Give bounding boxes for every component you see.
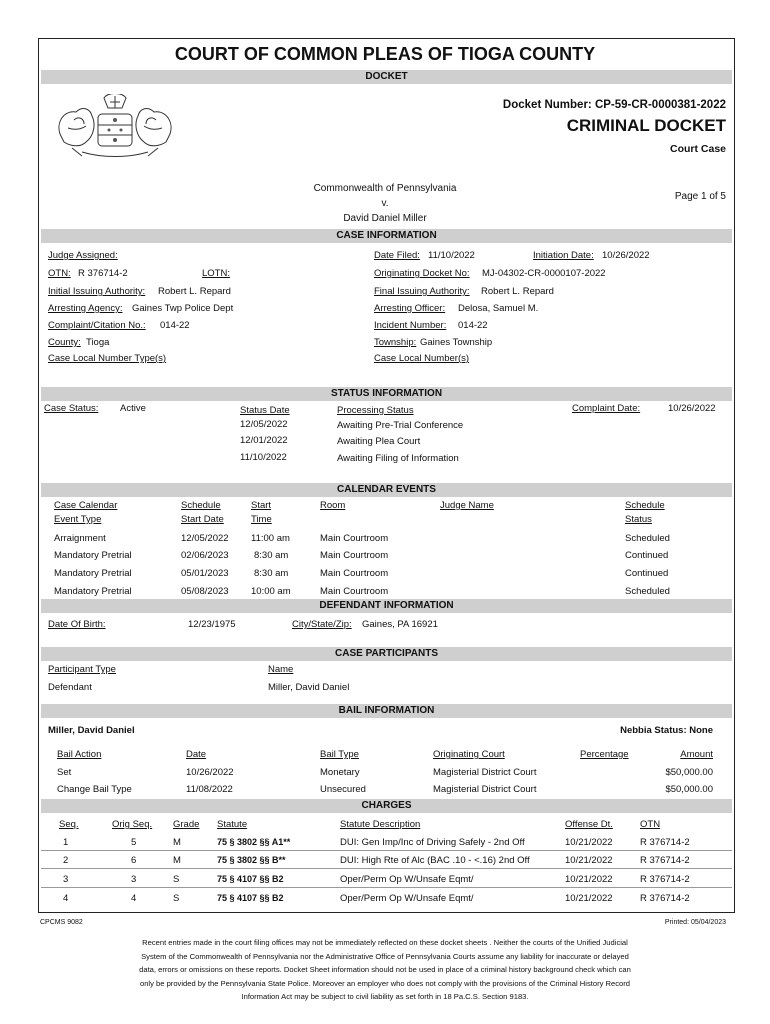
bail-header-date: Date — [186, 749, 207, 760]
status-row-status: Awaiting Plea Court — [337, 436, 421, 447]
calendar-row-room: Main Courtroom — [320, 568, 389, 579]
incident-number-value: 014-22 — [458, 320, 488, 331]
charges-header-seq: Seq. — [59, 819, 79, 830]
disclaimer-line: only be provided by the Pennsylvania State Police. Moreover an employer who does not comply with the provisions of the Criminal History Record — [139, 978, 631, 988]
case-status-label: Case Status: — [44, 403, 99, 414]
calendar-row-time: 10:00 am — [251, 586, 291, 597]
pennsylvania-seal-icon — [52, 94, 178, 160]
docket-type: CRIMINAL DOCKET — [566, 116, 726, 135]
charge-row-statute: 75 § 4107 §§ B2 — [217, 893, 284, 903]
calendar-row-time: 11:00 am — [251, 533, 290, 544]
calendar-header-type: Event Type — [54, 514, 102, 525]
disclaimer-line: Information Act may be subject to civil liability as set forth in 18 Pa.C.S. Section 9183. — [241, 992, 529, 1001]
docket-number: Docket Number: CP-59-CR-0000381-2022 — [502, 99, 726, 111]
calendar-row-type: Mandatory Pretrial — [54, 568, 132, 579]
status-date-header: Status Date — [240, 405, 290, 416]
charge-row-seq: 3 — [63, 874, 69, 885]
charge-row-statute: 75 § 3802 §§ B** — [217, 855, 286, 865]
bail-row-type: Unsecured — [320, 784, 366, 795]
charge-row-grade: M — [173, 855, 181, 866]
calendar-header-schedule: Schedule — [181, 500, 221, 511]
calendar-header-room: Room — [320, 500, 346, 511]
judge-assigned-label: Judge Assigned: — [48, 250, 118, 261]
charge-row-orig-seq: 5 — [131, 837, 137, 848]
bail-row-type: Monetary — [320, 767, 360, 778]
dob-label: Date Of Birth: — [48, 619, 106, 630]
bail-row-action: Set — [57, 767, 72, 778]
status-row-date: 12/01/2022 — [240, 435, 288, 446]
page-indicator: Page 1 of 5 — [674, 191, 726, 202]
calendar-row-room: Main Courtroom — [320, 586, 389, 597]
arresting-agency-label: Arresting Agency: — [48, 303, 123, 314]
originating-docket-value: MJ-04302-CR-0000107-2022 — [482, 268, 606, 279]
charges-header-otn: OTN — [640, 819, 661, 830]
case-local-number-type-label: Case Local Number Type(s) — [48, 353, 167, 364]
calendar-header-start: Time — [251, 514, 272, 525]
charge-row-otn: R 376714-2 — [640, 837, 690, 848]
disclaimer-line: Recent entries made in the court filing offices may not be immediately reflected on these docket sheets . Neither the courts of the Unified Judicial — [142, 938, 628, 947]
calendar-header-start: Start — [251, 500, 272, 511]
charges-header-orig-seq: Orig Seq. — [112, 819, 153, 830]
township-value: Gaines Township — [420, 337, 493, 348]
charge-row-seq: 2 — [63, 855, 69, 866]
bail-header-type: Bail Type — [320, 749, 359, 760]
charge-row-statute: 75 § 4107 §§ B2 — [217, 874, 284, 884]
charge-row-grade: S — [173, 874, 180, 885]
county-label: County: — [48, 337, 81, 348]
status-row-date: 11/10/2022 — [240, 452, 287, 463]
row-divider — [41, 850, 732, 851]
bail-row-court: Magisterial District Court — [433, 767, 537, 778]
calendar-row-room: Main Courtroom — [320, 550, 389, 561]
charge-row-description: DUI: High Rte of Alc (BAC .10 - <.16) 2nd Off — [340, 855, 530, 866]
calendar-row-status: Scheduled — [625, 533, 670, 544]
calendar-header-schedule: Start Date — [181, 514, 224, 525]
calendar-events-bar: CALENDAR EVENTS — [41, 483, 732, 497]
calendar-row-time: 8:30 am — [254, 550, 289, 561]
disclaimer-line: data, errors or omissions on these reports. Docket Sheet information should not be used in place of a criminal history background check which can — [139, 965, 631, 974]
bail-header-court: Originating Court — [433, 749, 505, 760]
county-value: Tioga — [86, 337, 110, 348]
complaint-date-value: 10/26/2022 — [668, 403, 716, 414]
caption-versus: v. — [381, 198, 389, 209]
charge-row-otn: R 376714-2 — [640, 893, 690, 904]
charge-row-otn: R 376714-2 — [640, 874, 690, 885]
bail-row-date: 11/08/2022 — [186, 784, 233, 795]
printed-date: Printed: 05/04/2023 — [664, 919, 726, 926]
bail-header-percentage: Percentage — [580, 749, 629, 760]
row-divider — [41, 868, 732, 869]
calendar-row-time: 8:30 am — [254, 568, 289, 579]
charge-row-grade: M — [173, 837, 181, 848]
bail-row-amount: $50,000.00 — [665, 767, 713, 778]
initial-authority-label: Initial Issuing Authority: — [48, 286, 146, 297]
otn-label: OTN: — [48, 268, 71, 279]
row-divider — [41, 887, 732, 888]
court-case-label: Court Case — [669, 143, 726, 155]
participant-name-header: Name — [268, 664, 294, 675]
calendar-row-date: 12/05/2022 — [181, 533, 229, 544]
participant-type: Defendant — [48, 682, 92, 693]
docket-frame — [38, 38, 735, 913]
arresting-agency-value: Gaines Twp Police Dept — [132, 303, 234, 314]
charge-row-description: DUI: Gen Imp/Inc of Driving Safely - 2nd Off — [340, 837, 525, 848]
case-information-bar: CASE INFORMATION — [41, 229, 732, 243]
charge-row-otn: R 376714-2 — [640, 855, 690, 866]
bail-information-bar: BAIL INFORMATION — [41, 704, 732, 718]
nebbia-status: Nebbia Status: None — [620, 725, 713, 736]
incident-number-label: Incident Number: — [374, 320, 447, 331]
complaint-date-label: Complaint Date: — [572, 403, 641, 414]
complaint-citation-label: Complaint/Citation No.: — [48, 320, 146, 331]
disclaimer-line: System of the Commonwealth of Pennsylvania nor the Administrative Office of Pennsylvania Courts assume any liability for inaccurate or delayed — [141, 951, 629, 961]
calendar-row-type: Mandatory Pretrial — [54, 586, 132, 597]
bail-header-action: Bail Action — [57, 749, 102, 760]
initiation-date-value: 10/26/2022 — [602, 250, 650, 261]
charge-row-description: Oper/Perm Op W/Unsafe Eqmt/ — [340, 893, 474, 904]
charge-row-statute: 75 § 3802 §§ A1** — [217, 837, 291, 847]
status-row-date: 12/05/2022 — [240, 419, 288, 430]
charge-row-offense-date: 10/21/2022 — [565, 893, 613, 904]
charge-row-grade: S — [173, 893, 180, 904]
court-title: COURT OF COMMON PLEAS OF TIOGA COUNTY — [174, 44, 596, 64]
charge-row-offense-date: 10/21/2022 — [565, 874, 613, 885]
charge-row-orig-seq: 6 — [131, 855, 137, 866]
bail-row-amount: $50,000.00 — [665, 784, 713, 795]
calendar-row-type: Mandatory Pretrial — [54, 550, 132, 561]
form-id: CPCMS 9082 — [40, 919, 83, 926]
caption-defendant: David Daniel Miller — [343, 213, 427, 224]
initial-authority-value: Robert L. Repard — [158, 286, 231, 297]
charges-header-statute: Statute — [217, 819, 248, 830]
charge-row-offense-date: 10/21/2022 — [565, 837, 613, 848]
arresting-officer-label: Arresting Officer: — [374, 303, 446, 314]
charges-header-description: Statute Description — [340, 819, 421, 830]
case-participants-bar: CASE PARTICIPANTS — [41, 647, 732, 661]
charges-header-offense-date: Offense Dt. — [565, 819, 613, 830]
bail-row-date: 10/26/2022 — [186, 767, 234, 778]
charge-row-orig-seq: 3 — [131, 874, 137, 885]
otn-value: R 376714-2 — [78, 268, 128, 279]
status-row-status: Awaiting Filing of Information — [337, 453, 459, 464]
case-local-numbers-label: Case Local Number(s) — [374, 353, 470, 364]
disclaimer — [80, 936, 690, 1004]
charge-row-offense-date: 10/21/2022 — [565, 855, 613, 866]
township-label: Township: — [374, 337, 417, 348]
charge-row-seq: 4 — [63, 893, 69, 904]
calendar-header-status: Schedule — [625, 500, 665, 511]
initiation-date-label: Initiation Date: — [533, 250, 594, 261]
originating-docket-label: Originating Docket No: — [374, 268, 470, 279]
calendar-row-status: Scheduled — [625, 586, 670, 597]
status-row-status: Awaiting Pre-Trial Conference — [337, 420, 464, 431]
date-filed-value: 11/10/2022 — [428, 250, 475, 261]
calendar-row-status: Continued — [625, 550, 669, 561]
bail-person-name: Miller, David Daniel — [48, 725, 135, 736]
charge-row-description: Oper/Perm Op W/Unsafe Eqmt/ — [340, 874, 474, 885]
bail-row-action: Change Bail Type — [57, 784, 132, 795]
calendar-header-type: Case Calendar — [54, 500, 118, 511]
caption-plaintiff: Commonwealth of Pennsylvania — [313, 183, 457, 194]
calendar-row-date: 05/08/2023 — [181, 586, 229, 597]
docket-bar: DOCKET — [41, 70, 732, 84]
complaint-citation-value: 014-22 — [160, 320, 190, 331]
defendant-information-bar: DEFENDANT INFORMATION — [41, 599, 732, 613]
bail-header-amount: Amount — [680, 749, 713, 760]
calendar-row-date: 05/01/2023 — [181, 568, 229, 579]
participant-name: Miller, David Daniel — [268, 682, 350, 693]
calendar-row-status: Continued — [625, 568, 669, 579]
calendar-row-room: Main Courtroom — [320, 533, 389, 544]
bail-row-court: Magisterial District Court — [433, 784, 537, 795]
calendar-row-type: Arraignment — [54, 533, 106, 544]
case-status-value: Active — [120, 403, 146, 414]
processing-status-header: Processing Status — [337, 405, 414, 416]
charge-row-orig-seq: 4 — [131, 893, 137, 904]
charge-row-seq: 1 — [63, 837, 69, 848]
lotn-label: LOTN: — [202, 268, 230, 279]
charges-header-grade: Grade — [173, 819, 200, 830]
date-filed-label: Date Filed: — [374, 250, 420, 261]
city-state-zip-value: Gaines, PA 16921 — [362, 619, 438, 630]
calendar-header-judge: Judge Name — [440, 500, 494, 511]
final-authority-value: Robert L. Repard — [481, 286, 554, 297]
participant-type-header: Participant Type — [48, 664, 116, 675]
arresting-officer-value: Delosa, Samuel M. — [458, 303, 539, 314]
calendar-header-status: Status — [625, 514, 652, 525]
final-authority-label: Final Issuing Authority: — [374, 286, 470, 297]
charges-bar: CHARGES — [41, 799, 732, 813]
city-state-zip-label: City/State/Zip: — [292, 619, 352, 630]
calendar-row-date: 02/06/2023 — [181, 550, 229, 561]
status-information-bar: STATUS INFORMATION — [41, 387, 732, 401]
dob-value: 12/23/1975 — [188, 619, 236, 630]
